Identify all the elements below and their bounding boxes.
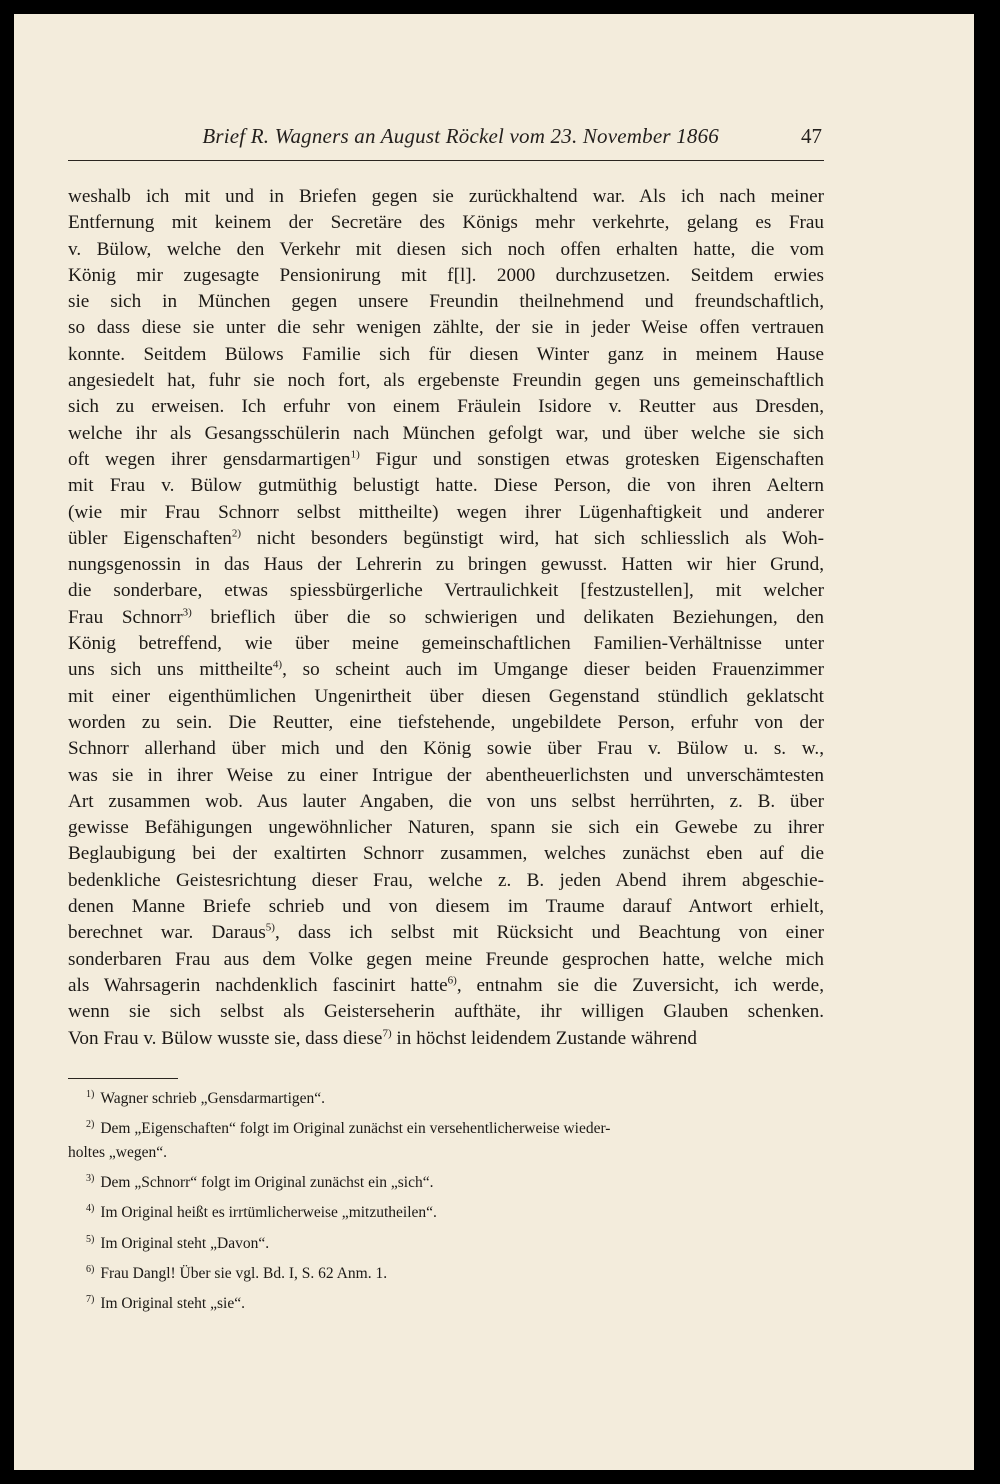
footnote-text: Im Original steht „sie“.	[100, 1295, 245, 1313]
footnote-ref: 5)	[265, 921, 275, 934]
text-line: bedenkliche Geistesrichtung dieser Frau, welche z. B. jeden Abend ihrem abgeschie-	[68, 869, 824, 891]
footnote	[68, 1288, 824, 1316]
text-line: Art zusammen wob. Aus lauter Angaben, die von uns selbst herrührten, z. B. über	[68, 790, 824, 812]
footnote-text: Im Original steht „Davon“.	[100, 1234, 270, 1252]
footnote-number: 5)	[86, 1233, 95, 1245]
text-segment: übler Eigenschaften	[68, 527, 232, 549]
footnote-text: Wagner schrieb „Gensdarmartigen“.	[100, 1090, 326, 1108]
text-line: Entfernung mit keinem der Secretäre des Königs mehr verkehrte, gelang es Frau	[68, 212, 824, 234]
text-line	[68, 526, 824, 552]
footnote-number: 4)	[86, 1203, 95, 1215]
text-line	[68, 973, 824, 999]
footnote-ref: 2)	[231, 527, 242, 540]
footnote	[68, 1113, 824, 1165]
footnote-text: Im Original heißt es irrtümlicherweise „mitzutheilen“.	[100, 1204, 437, 1222]
footnote	[68, 1228, 824, 1256]
footnote-rule	[68, 1078, 178, 1079]
text-segment: nicht besonders begünstigt wird, hat sich schliesslich als Woh-	[256, 527, 824, 549]
page-number: 47	[801, 124, 822, 148]
footnote-text: Frau Dangl! Über sie vgl. Bd. I, S. 62 Anm. 1.	[100, 1264, 388, 1282]
text-line: die sonderbare, etwas spiessbürgerliche Vertraulichkeit [festzustellen], mit welcher	[68, 580, 824, 602]
text-line: wenn sie sich selbst als Geisterseherin aufthäte, ihr willigen Glauben schenken.	[68, 1001, 824, 1023]
footnote-ref: 1)	[350, 448, 360, 461]
footnote-number: 7)	[86, 1293, 95, 1305]
text-segment: oft wegen ihrer gensdarmartigen	[68, 448, 351, 470]
footnote-number: 3)	[86, 1173, 95, 1185]
text-line: welche ihr als Gesangsschülerin nach München gefolgt war, und über welche sie sich	[68, 422, 824, 444]
running-head: Brief R. Wagners an August Röckel vom 23. November 1866	[202, 124, 719, 148]
text-line: worden zu sein. Die Reutter, eine tiefstehende, ungebildete Person, erfuhr von der	[68, 711, 824, 733]
text-segment: als Wahrsagerin nachdenklich fascinirt hatte	[68, 974, 448, 996]
body-text	[68, 184, 824, 1052]
footnote-text: Dem „Eigenschaften“ folgt im Original zunächst ein versehentlicherweise wieder-	[100, 1120, 611, 1138]
footnote-number: 6)	[86, 1263, 95, 1275]
text-segment: in höchst leidendem Zustande während	[396, 1027, 697, 1049]
text-line	[68, 657, 824, 683]
text-line: weshalb ich mit und in Briefen gegen sie zurückhaltend war. Als ich nach meiner	[68, 186, 824, 207]
text-line: gewisse Befähigungen ungewöhnlicher Naturen, spann sie sich ein Gewebe zu ihrer	[68, 817, 824, 839]
footnote	[68, 1167, 824, 1195]
book-page	[14, 14, 974, 1470]
text-segment: Frau Schnorr	[68, 606, 183, 628]
text-segment: uns sich uns mittheilte	[68, 659, 273, 681]
footnote-number: 1)	[86, 1089, 95, 1100]
text-segment: Von Frau v. Bülow wusste sie, dass diese	[68, 1027, 383, 1049]
footnote-ref: 3)	[182, 606, 192, 619]
text-line: denen Manne Briefe schrieb und von diesem im Traume darauf Antwort erhielt,	[68, 896, 824, 918]
footnotes	[68, 1083, 824, 1316]
text-segment: Figur und sonstigen etwas grotesken Eigenschaften	[375, 448, 824, 470]
text-segment: , dass ich selbst mit Rücksicht und Beachtung von einer	[274, 922, 824, 944]
footnote	[68, 1197, 824, 1225]
footnote	[68, 1258, 824, 1286]
footnote-number: 2)	[86, 1119, 95, 1131]
text-segment: brieflich über die so schwierigen und delikaten Beziehungen, den	[210, 606, 824, 628]
text-line: mit Frau v. Bülow gutmüthig belustigt hatte. Diese Person, die von ihren Aeltern	[68, 475, 824, 497]
text-line: König mir zugesagte Pensionirung mit f[l]. 2000 durchzusetzen. Seitdem erwies	[68, 264, 824, 286]
text-line: so dass diese sie unter die sehr wenigen zählte, der sie in jeder Weise offen vertrauen	[68, 317, 824, 339]
footnote-ref: 6)	[447, 974, 457, 987]
text-line: v. Bülow, welche den Verkehr mit diesen sich noch offen erhalten hatte, die vom	[68, 238, 824, 260]
footnote-ref: 7)	[382, 1027, 392, 1040]
text-line	[68, 605, 824, 631]
text-line	[68, 447, 824, 473]
text-line: konnte. Seitdem Bülows Familie sich für diesen Winter ganz in meinem Hause	[68, 343, 824, 365]
text-line: König betreffend, wie über meine gemeinschaftlichen Familien-Verhältnisse unter	[68, 633, 824, 655]
footnote-text-continued: holtes „wegen“.	[68, 1144, 167, 1162]
text-line: (wie mir Frau Schnorr selbst mittheilte) wegen ihrer Lügenhaftigkeit und anderer	[68, 501, 824, 523]
text-segment: , so scheint auch im Umgange dieser beiden Frauenzimmer	[282, 659, 824, 681]
footnote-ref: 4)	[272, 658, 283, 671]
text-line: sich zu erweisen. Ich erfuhr von einem Fräulein Isidore v. Reutter aus Dresden,	[68, 396, 824, 418]
text-line: Beglaubigung bei der exaltirten Schnorr zusammen, welches zunächst eben auf die	[68, 843, 824, 865]
footnote-text: Dem „Schnorr“ folgt im Original zunächst ein „sich“.	[100, 1174, 434, 1192]
page-header	[68, 120, 824, 161]
text-line: Schnorr allerhand über mich und den König sowie über Frau v. Bülow u. s. w.,	[68, 738, 824, 760]
text-line: was sie in ihrer Weise zu einer Intrigue der abentheuerlichsten und unverschämtesten	[68, 764, 824, 786]
text-line: nungsgenossin in das Haus der Lehrerin zu bringen gewusst. Hatten wir hier Grund,	[68, 554, 824, 576]
text-segment: berechnet war. Daraus	[68, 922, 266, 944]
text-line: sonderbaren Frau aus dem Volke gegen meine Freunde gesprochen hatte, welche mich	[68, 948, 824, 970]
text-line: mit einer eigenthümlichen Ungenirtheit über diesen Gegenstand stündlich geklatscht	[68, 685, 824, 707]
text-line: sie sich in München gegen unsere Freundin theilnehmend und freundschaftlich,	[68, 291, 824, 313]
text-line: angesiedelt hat, fuhr sie noch fort, als ergebenste Freundin gegen uns gemeinschaftlich	[68, 370, 824, 392]
text-line	[68, 1026, 824, 1052]
text-segment: , entnahm sie die Zuversicht, ich werde,	[456, 974, 824, 996]
text-line	[68, 920, 824, 946]
footnote	[68, 1083, 824, 1111]
